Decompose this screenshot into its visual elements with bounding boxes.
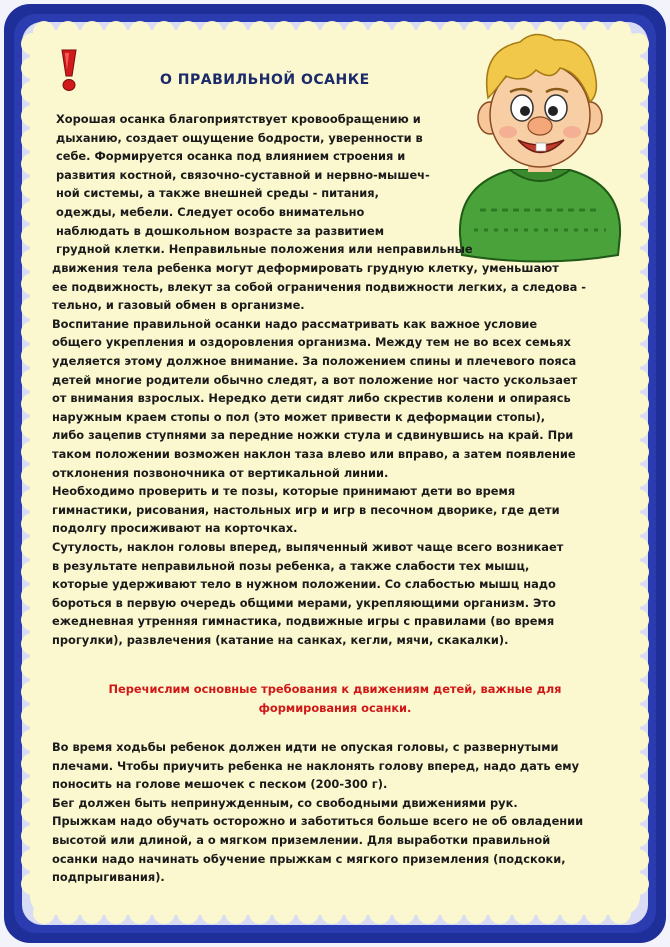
text-line: Во время ходьбы ребенок должен идти не опуская головы, с развернутыми <box>52 740 559 754</box>
text-line: детей многие родители обычно следят, а вот положение ног часто ускользает <box>52 372 578 387</box>
requirements-line: формирования осанки. <box>258 700 412 715</box>
text-line: наблюдать в дошкольном возрасте за развитием <box>56 223 385 238</box>
text-line: в результате неправильной позы ребенка, а также слабости тех мышц, <box>52 558 530 573</box>
requirements-heading <box>60 680 610 717</box>
text-line: осанки надо начинать обучение прыжкам с мягкого приземления (подскоки, <box>52 851 566 866</box>
text-line: общего укрепления и оздоровления организма. Между тем не во всех семьях <box>52 335 571 350</box>
text-line: одежды, мебели. Следует особо внимательно <box>56 204 365 219</box>
text-line: бороться в первую очередь общими мерами, укрепляющими организм. Это <box>52 595 556 610</box>
text-line: наружным краем стопы о пол (это может привести к деформации стопы), <box>52 409 546 424</box>
text-line: уделяется этому должное внимание. За положением спины и плечевого пояса <box>52 353 577 368</box>
main-text <box>52 259 586 649</box>
text-line: дыханию, создает ощущение бодрости, уверенности в <box>56 130 423 145</box>
text-line: либо зацепив ступнями за передние ножки стула и сдвинувшись на край. При <box>52 428 574 443</box>
text-line: Воспитание правильной осанки надо рассматривать как важное условие <box>52 316 538 331</box>
requirements-line: Перечислим основные требования к движениям детей, важные для <box>108 682 562 696</box>
text-line: движения тела ребенка могут деформировать грудную клетку, уменьшают <box>52 261 559 275</box>
intro-text <box>56 110 473 259</box>
text-line: Бег должен быть непринужденным, со свободными движениями рук. <box>52 795 518 810</box>
text-line: подпрыгивания). <box>52 870 165 885</box>
final-text <box>52 738 583 887</box>
exclamation-icon <box>56 48 82 92</box>
text-line: прогулки), развлечения (катание на санках, кегли, мячи, скакалки). <box>52 632 509 647</box>
text-line: таком положении возможен наклон таза влево или вправо, а затем появление <box>52 446 576 461</box>
text-line: ее подвижность, влекут за собой ограничения подвижности легких, а следова - <box>52 279 586 294</box>
text-line: плечами. Чтобы приучить ребенка не наклонять голову вперед, надо дать ему <box>52 758 580 773</box>
page-title: О ПРАВИЛЬНОЙ ОСАНКЕ <box>160 72 370 88</box>
text-line: высотой или длиной, а о мягком приземлении. Для выработки правильной <box>52 832 551 847</box>
text-line: отклонения позвоночника от вертикальной линии. <box>52 465 389 480</box>
text-line: подолгу просиживают на корточках. <box>52 521 298 536</box>
text-line: от внимания взрослых. Нередко дети сидят либо скрестив колени и опираясь <box>52 391 571 406</box>
text-line: Необходимо проверить и те позы, которые принимают дети во время <box>52 484 516 499</box>
text-line: Сутулость, наклон головы вперед, выпяченный живот чаще всего возникает <box>52 539 564 554</box>
text-line: гимнастики, рисования, настольных игр и игр в песочном дворике, где дети <box>52 502 560 517</box>
text-line: которые удерживают тело в нужном положении. Со слабостью мышц надо <box>52 577 556 592</box>
text-line: Хорошая осанка благоприятствует кровообращению и <box>56 112 421 126</box>
text-line: ной системы, а также внешней среды - питания, <box>56 186 379 201</box>
text-line: Прыжкам надо обучать осторожно и заботиться больше всего не об овладении <box>52 814 584 829</box>
text-line: поносить на голове мешочек с песком (200-300 г). <box>52 777 388 792</box>
text-line: себе. Формируется осанка под влиянием строения и <box>56 149 406 164</box>
text-line: развития костной, связочно-суставной и нервно-мышеч- <box>56 167 430 182</box>
text-line: грудной клетки. Неправильные положения или неправильные <box>56 242 473 257</box>
text-line: ежедневная утренняя гимнастика, подвижные игры с правилами (во время <box>52 614 555 629</box>
text-line: тельно, и газовый обмен в организме. <box>52 298 305 313</box>
